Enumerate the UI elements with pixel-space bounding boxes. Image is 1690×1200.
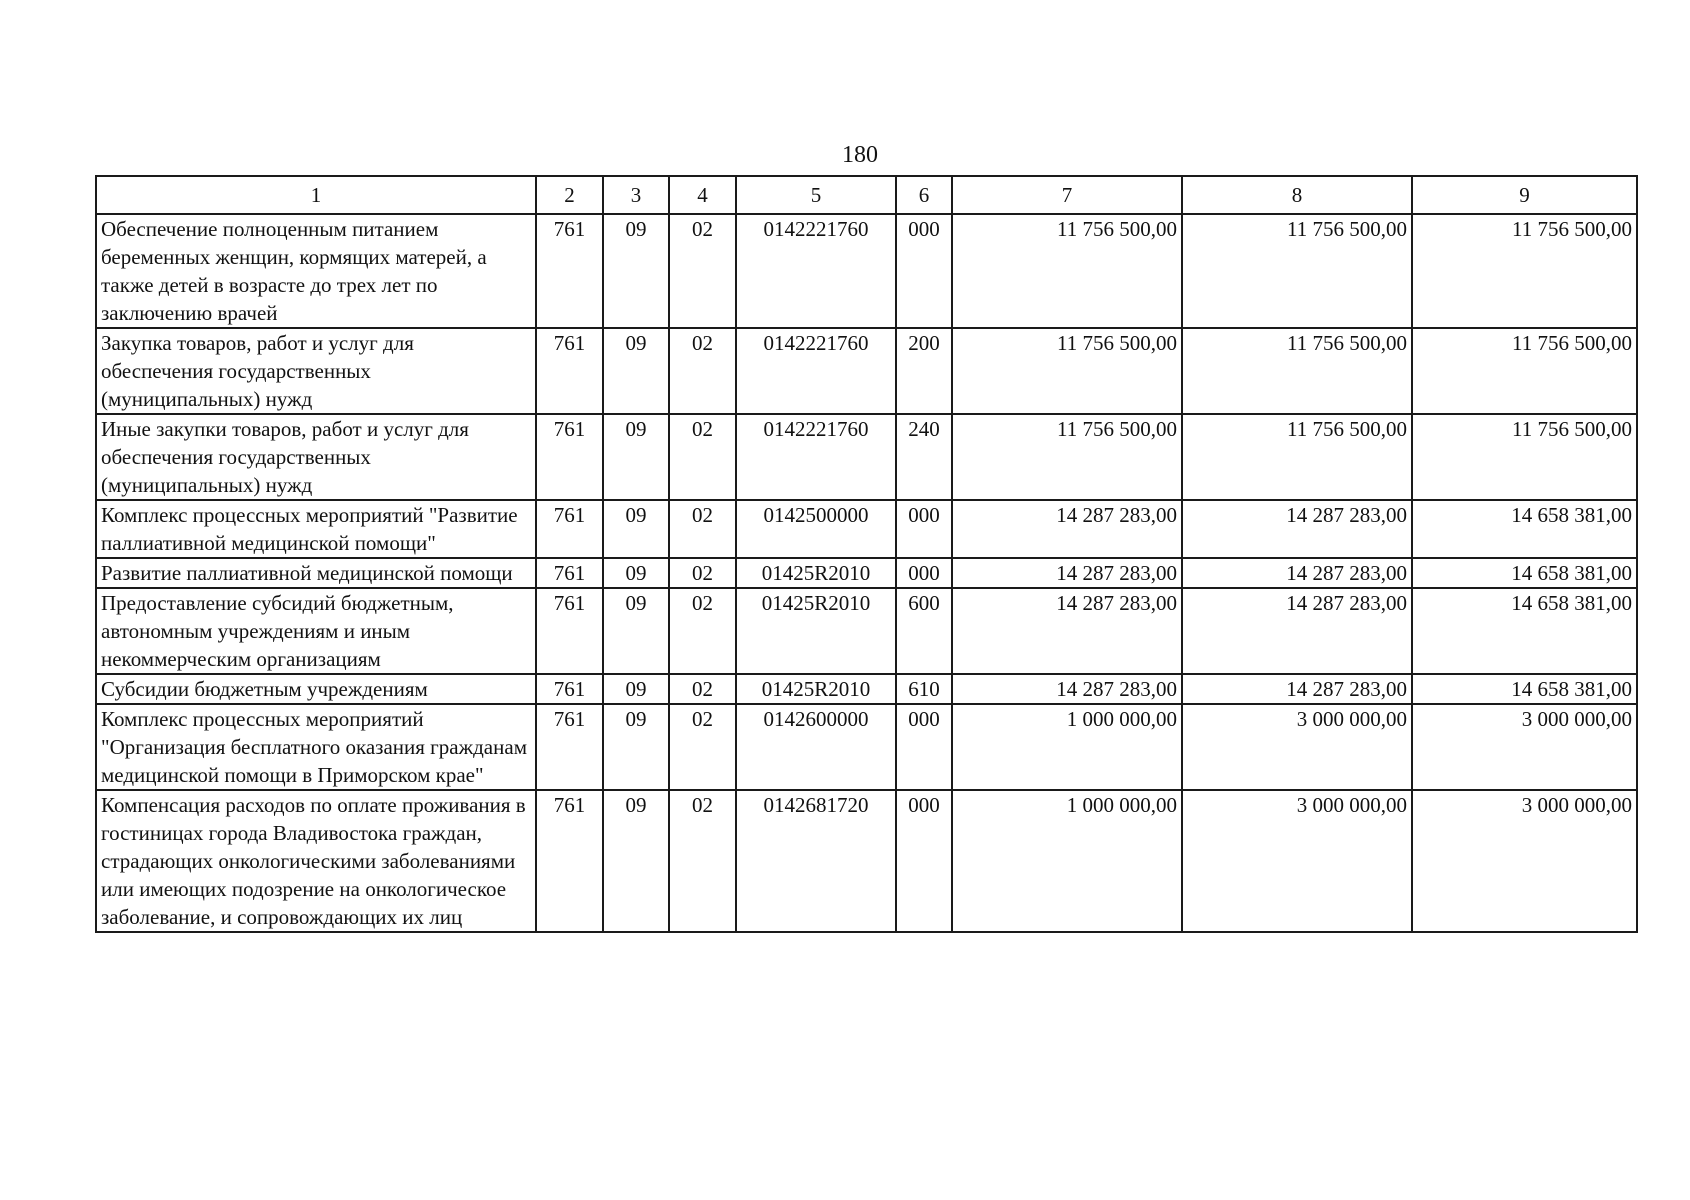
section-code: 09	[603, 214, 669, 328]
amount-col-7: 11 756 500,00	[952, 214, 1182, 328]
amount-col-8: 14 287 283,00	[1182, 558, 1412, 588]
target-article-code: 01425R2010	[736, 558, 896, 588]
ministry-code: 761	[536, 500, 603, 558]
subsection-code: 02	[669, 558, 736, 588]
table-row	[96, 414, 1637, 500]
section-code: 09	[603, 328, 669, 414]
target-article-code: 01425R2010	[736, 674, 896, 704]
header-cell: 3	[603, 176, 669, 214]
row-description: Комплекс процессных мероприятий "Организация бесплатного оказания гражданам медицинской помощи в Приморском крае"	[96, 704, 536, 790]
header-cell: 1	[96, 176, 536, 214]
amount-col-9: 3 000 000,00	[1412, 790, 1637, 932]
subsection-code: 02	[669, 790, 736, 932]
amount-col-7: 14 287 283,00	[952, 558, 1182, 588]
row-description: Предоставление субсидий бюджетным, автономным учреждениям и иным некоммерческим организациям	[96, 588, 536, 674]
subsection-code: 02	[669, 414, 736, 500]
amount-col-9: 11 756 500,00	[1412, 214, 1637, 328]
ministry-code: 761	[536, 674, 603, 704]
row-description: Субсидии бюджетным учреждениям	[96, 674, 536, 704]
amount-col-9: 11 756 500,00	[1412, 414, 1637, 500]
table-row	[96, 328, 1637, 414]
expense-type-code: 000	[896, 500, 952, 558]
expense-type-code: 000	[896, 558, 952, 588]
amount-col-7: 1 000 000,00	[952, 704, 1182, 790]
amount-col-8: 11 756 500,00	[1182, 328, 1412, 414]
amount-col-9: 14 658 381,00	[1412, 500, 1637, 558]
table-row	[96, 500, 1637, 558]
ministry-code: 761	[536, 588, 603, 674]
section-code: 09	[603, 704, 669, 790]
table-row	[96, 588, 1637, 674]
target-article-code: 0142221760	[736, 414, 896, 500]
amount-col-7: 14 287 283,00	[952, 500, 1182, 558]
row-description: Иные закупки товаров, работ и услуг для обеспечения государственных (муниципальных) нужд	[96, 414, 536, 500]
expense-type-code: 000	[896, 214, 952, 328]
table-row	[96, 704, 1637, 790]
row-description: Закупка товаров, работ и услуг для обеспечения государственных (муниципальных) нужд	[96, 328, 536, 414]
amount-col-7: 1 000 000,00	[952, 790, 1182, 932]
ministry-code: 761	[536, 704, 603, 790]
ministry-code: 761	[536, 790, 603, 932]
subsection-code: 02	[669, 328, 736, 414]
expense-type-code: 200	[896, 328, 952, 414]
amount-col-7: 14 287 283,00	[952, 674, 1182, 704]
section-code: 09	[603, 558, 669, 588]
amount-col-7: 11 756 500,00	[952, 414, 1182, 500]
subsection-code: 02	[669, 214, 736, 328]
header-cell: 8	[1182, 176, 1412, 214]
row-description: Компенсация расходов по оплате проживания в гостиницах города Владивостока граждан, страдающих онкологическими заболеваниями или имеющих подозрение на онкологическое заболевание, и сопровождающих их лиц	[96, 790, 536, 932]
target-article-code: 0142221760	[736, 328, 896, 414]
section-code: 09	[603, 414, 669, 500]
ministry-code: 761	[536, 214, 603, 328]
amount-col-7: 14 287 283,00	[952, 588, 1182, 674]
table-row	[96, 558, 1637, 588]
expense-type-code: 610	[896, 674, 952, 704]
subsection-code: 02	[669, 674, 736, 704]
amount-col-8: 3 000 000,00	[1182, 790, 1412, 932]
subsection-code: 02	[669, 588, 736, 674]
ministry-code: 761	[536, 328, 603, 414]
header-cell: 9	[1412, 176, 1637, 214]
header-cell: 6	[896, 176, 952, 214]
header-cell: 2	[536, 176, 603, 214]
header-cell: 7	[952, 176, 1182, 214]
ministry-code: 761	[536, 558, 603, 588]
table-row	[96, 214, 1637, 328]
subsection-code: 02	[669, 704, 736, 790]
amount-col-8: 3 000 000,00	[1182, 704, 1412, 790]
section-code: 09	[603, 588, 669, 674]
amount-col-8: 11 756 500,00	[1182, 414, 1412, 500]
page-number: 180	[842, 142, 878, 168]
target-article-code: 01425R2010	[736, 588, 896, 674]
expense-type-code: 000	[896, 704, 952, 790]
ministry-code: 761	[536, 414, 603, 500]
amount-col-7: 11 756 500,00	[952, 328, 1182, 414]
subsection-code: 02	[669, 500, 736, 558]
expense-type-code: 000	[896, 790, 952, 932]
row-description: Развитие паллиативной медицинской помощи	[96, 558, 536, 588]
row-description: Комплекс процессных мероприятий "Развитие паллиативной медицинской помощи"	[96, 500, 536, 558]
target-article-code: 0142681720	[736, 790, 896, 932]
row-description: Обеспечение полноценным питанием беременных женщин, кормящих матерей, а также детей в возрасте до трех лет по заключению врачей	[96, 214, 536, 328]
amount-col-9: 14 658 381,00	[1412, 588, 1637, 674]
table-header-row	[96, 176, 1637, 214]
header-cell: 5	[736, 176, 896, 214]
expense-type-code: 240	[896, 414, 952, 500]
target-article-code: 0142221760	[736, 214, 896, 328]
section-code: 09	[603, 674, 669, 704]
amount-col-8: 14 287 283,00	[1182, 674, 1412, 704]
table-row	[96, 790, 1637, 932]
expense-type-code: 600	[896, 588, 952, 674]
target-article-code: 0142600000	[736, 704, 896, 790]
budget-table	[95, 175, 1638, 933]
amount-col-8: 14 287 283,00	[1182, 500, 1412, 558]
section-code: 09	[603, 790, 669, 932]
amount-col-9: 14 658 381,00	[1412, 674, 1637, 704]
amount-col-9: 3 000 000,00	[1412, 704, 1637, 790]
section-code: 09	[603, 500, 669, 558]
amount-col-8: 14 287 283,00	[1182, 588, 1412, 674]
amount-col-9: 11 756 500,00	[1412, 328, 1637, 414]
amount-col-8: 11 756 500,00	[1182, 214, 1412, 328]
header-cell: 4	[669, 176, 736, 214]
target-article-code: 0142500000	[736, 500, 896, 558]
amount-col-9: 14 658 381,00	[1412, 558, 1637, 588]
table-row	[96, 674, 1637, 704]
